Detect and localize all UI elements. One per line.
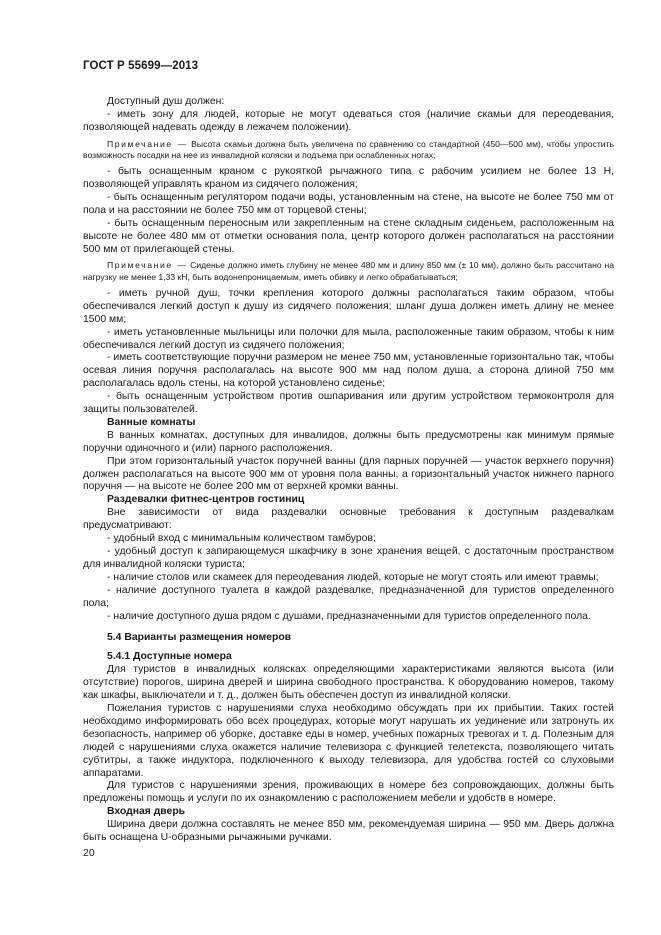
subsection-heading: 5.4.1 Доступные номера <box>107 651 232 663</box>
list-item: - удобный доступ к запирающемуся шкафчику в зоне хранения вещей, с достаточным пространством для инвалидной коляски туриста; <box>83 546 614 570</box>
list-item: - иметь ручной душ, точки крепления которого должны располагаться таким образом, чтобы обеспечивался легкий доступ к душу из сидячего положения; шланг душа должен иметь длину не менее 1500 мм; <box>83 287 614 325</box>
paragraph: Для туристов в инвалидных колясках определяющими характеристиками являются высота (или отсутствие) порогов, ширина дверей и ширина свободного пространства. К оборудованию номеров, такому как шкафы, выключатели и т. д., должен быть обеспечен доступ из инвалидной коляски. <box>83 664 614 702</box>
paragraph: Ширина двери должна составлять не менее 850 мм, рекомендуемая ширина — 950 мм. Дверь должна быть оснащена U-образными рычажными ручками. <box>83 819 614 844</box>
note-text: Высота скамьи должна быть увеличена по сравнению со стандартной (450—500 мм), чтобы упростить возможность посадки на нее из инвалидной коляски и подъема при ослабленных ногах; <box>83 138 614 160</box>
list-item: - удобный вход с минимальным количеством тамбуров; <box>107 533 376 545</box>
paragraph: Для туристов с нарушениями зрения, проживающих в номере без сопровождающих, должны быть предложены помощь и услуги по их ознакомлению с расположением мебели и удобств в номере. <box>83 780 614 805</box>
paragraph: Пожелания туристов с нарушениями слуха необходимо обсуждать при их прибытии. Таких гостей необходимо информировать обо всех процедурах, которые могут нарушать их уединение или затронуть их безопасность, например об уборке, доставке еды в номер, учебных пожарных тревогах и т. д. Полезным для людей с нарушениями слуха окажется наличие телевизора с функцией телетекста, позволяющего читать субтитры, а также индуктора, подключенного к выходу телевизора, для удобства гостей со слуховыми аппаратами. <box>83 702 614 779</box>
paragraph: В ванных комнатах, доступных для инвалидов, должны быть предусмотрены как минимум прямые поручни одиночного и (или) парного расположения. <box>83 429 614 454</box>
document-body <box>83 96 614 845</box>
paragraph: При этом горизонтальный участок поручней ванны (для парных поручней — участок верхнего поручня) должен располагаться на высоте 900 мм от уровня пола ванны, а горизонтальный участок нижнего парного поручня — на высоте не более 200 мм от верхней кромки ванны. <box>83 455 614 493</box>
list-item: - быть оснащенным регулятором подачи воды, установленным на стене, на высоте не более 750 мм от пола и на расстоянии не более 750 мм от торцевой стены; <box>83 191 614 216</box>
section-heading: 5.4 Варианты размещения номеров <box>107 632 292 644</box>
subheading-entrance-door: Входная дверь <box>107 806 186 818</box>
list-item: - иметь зону для людей, которые не могут одеваться стоя (наличие скамьи для переодевания, позволяющей надевать одежду в лежачем положении). <box>83 108 614 133</box>
list-item: - быть оснащенным устройством против ошпаривания или другим устройством термоконтроля для защиты пользователей. <box>83 391 614 416</box>
list-item: - наличие доступного туалета в каждой раздевалке, предназначенной для туристов определенного пола; <box>83 584 614 609</box>
note <box>83 139 614 161</box>
document-header: ГОСТ Р 55699—2013 <box>83 60 199 72</box>
subheading-bathrooms: Ванные комнаты <box>107 416 196 428</box>
paragraph: Вне зависимости от вида раздевалки основные требования к доступным раздевалкам предусматривают: <box>83 507 614 532</box>
list-item: - наличие столов или скамеек для переодевания людей, которые не могут стоять или имеют травмы; <box>107 571 599 583</box>
note-label: Примечание — <box>107 260 188 271</box>
note-label: Примечание — <box>107 138 188 149</box>
note <box>83 260 614 282</box>
list-item: - быть оснащенным переносным или закрепленным на стене складным сиденьем, расположенным на высоте не более 480 мм от отметки основания пола, центр которого должен располагаться на расстоянии 500 мм от прилегающей стены. <box>83 217 614 255</box>
paragraph: Доступный душ должен: <box>107 96 225 107</box>
subheading-changing-rooms: Раздевалки фитнес-центров гостиниц <box>107 494 305 506</box>
list-item: - иметь установленные мыльницы или полочки для мыла, расположенные таким образом, чтобы к ним обеспечивался легкий доступ из сидячего положения; <box>83 326 614 351</box>
list-item: - наличие доступного душа рядом с душами, предназначенными для туристов определенного пола. <box>107 610 591 622</box>
list-item: - иметь соответствующие поручни размером не менее 750 мм, установленные горизонтально так, чтобы осевая линия поручня располагалась на высоте 900 мм над полом душа, а сторона длиной 750 мм располагалась вдоль стены, на которой установлено сиденье; <box>83 352 614 390</box>
list-item: - быть оснащенным краном с рукояткой рычажного типа с рабочим усилием не более 13 Н, позволяющей управлять краном из сидячего положения; <box>83 166 614 191</box>
page-number: 20 <box>83 847 95 859</box>
note-text: Сиденье должно иметь глубину не менее 480 мм и длину 850 мм (± 10 мм), должно быть рассчитано на нагрузку не менее 1,33 кН, быть водонепроницаемым, иметь обивку и легко обрабатываться; <box>83 260 614 282</box>
